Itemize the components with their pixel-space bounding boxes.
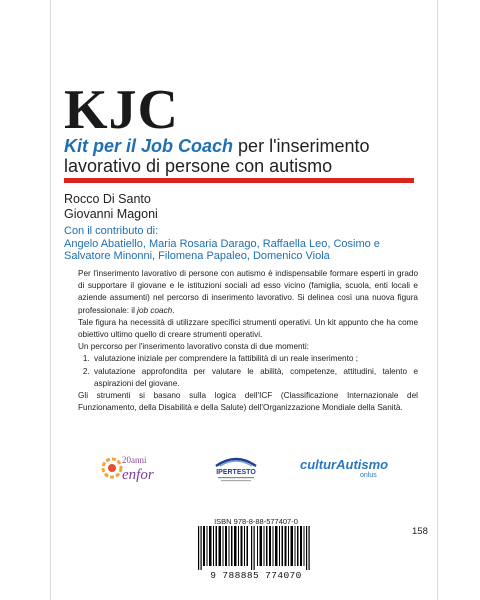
book-subtitle	[64, 136, 424, 176]
blurb-paragraph-1: Per l'inserimento lavorativo di persone con autismo è indispensabile formare esperti in grado di supportare il giovane e le istituzioni sociali ad esso vicino (famiglia, scuola, enti locali e aziende assumenti) nel percorso di inserimento lavorativo. Si delinea così una nuova figura professionale: il job coach.	[78, 269, 418, 315]
blurb-list-item: 2. valutazione approfondita per valutare le abilità, competenze, attitudini, talento e aspirazioni del giovane.	[92, 366, 418, 390]
authors	[64, 192, 158, 222]
subtitle-accent: Kit per il Job Coach	[64, 136, 234, 156]
contributors-heading: Con il contributo di:	[64, 225, 159, 237]
author-2: Giovanni Magoni	[64, 207, 158, 221]
enfor-logo-top: 20anni	[122, 455, 147, 465]
back-cover-blurb	[78, 268, 418, 414]
contributors	[64, 225, 424, 263]
book-title: KJC	[64, 79, 179, 141]
contributors-list: Angelo Abatiello, Maria Rosaria Darago, Raffaella Leo, Cosimo e Salvatore Minonni, Filomena Papaleo, Domenico Viola	[64, 237, 380, 262]
culturautismo-logo-main: culturAutismo	[300, 457, 389, 472]
culturautismo-logo	[300, 458, 410, 488]
ipertesto-logo	[210, 452, 262, 486]
barcode-icon	[196, 526, 316, 570]
enfor-logo	[100, 452, 160, 486]
page-number: 158	[412, 526, 428, 537]
ipertesto-logo-graphic	[210, 452, 262, 486]
blurb-paragraph-2: Tale figura ha necessità di utilizzare specifici strumenti operativi. Un kit appunto che ha come obiettivo ultimo quello di creare strumenti operativi.	[78, 317, 418, 340]
red-divider	[64, 178, 414, 183]
blurb-list-item: 1. valutazione iniziale per comprendere la fattibilità di un reale inserimento ;	[92, 353, 418, 365]
ipertesto-logo-text: IPERTESTO	[216, 469, 256, 476]
author-1: Rocco Di Santo	[64, 192, 151, 206]
enfor-logo-main: enfor	[122, 467, 154, 483]
isbn-label: ISBN 978-8-88-577407-0	[214, 517, 298, 526]
blurb-list	[78, 353, 418, 390]
subtitle-rest: per l'inserimento lavorativo di persone con autismo	[64, 136, 370, 176]
blurb-paragraph-4: Gli strumenti si basano sulla logica dell'ICF (Classificazione Internazionale del Funzionamento, della Disabilità e della Salute) dell'Organizzazione Mondiale della Sanità.	[78, 391, 418, 413]
barcode-digits: 9 788885 774070	[210, 570, 302, 581]
culturautismo-logo-sub: onlus	[360, 472, 377, 479]
blurb-paragraph-3: Un percorso per l'inserimento lavorativo consta di due momenti:	[78, 342, 309, 352]
enfor-logo-graphic	[100, 452, 160, 486]
job-coach-emphasis: job coach	[137, 305, 173, 315]
